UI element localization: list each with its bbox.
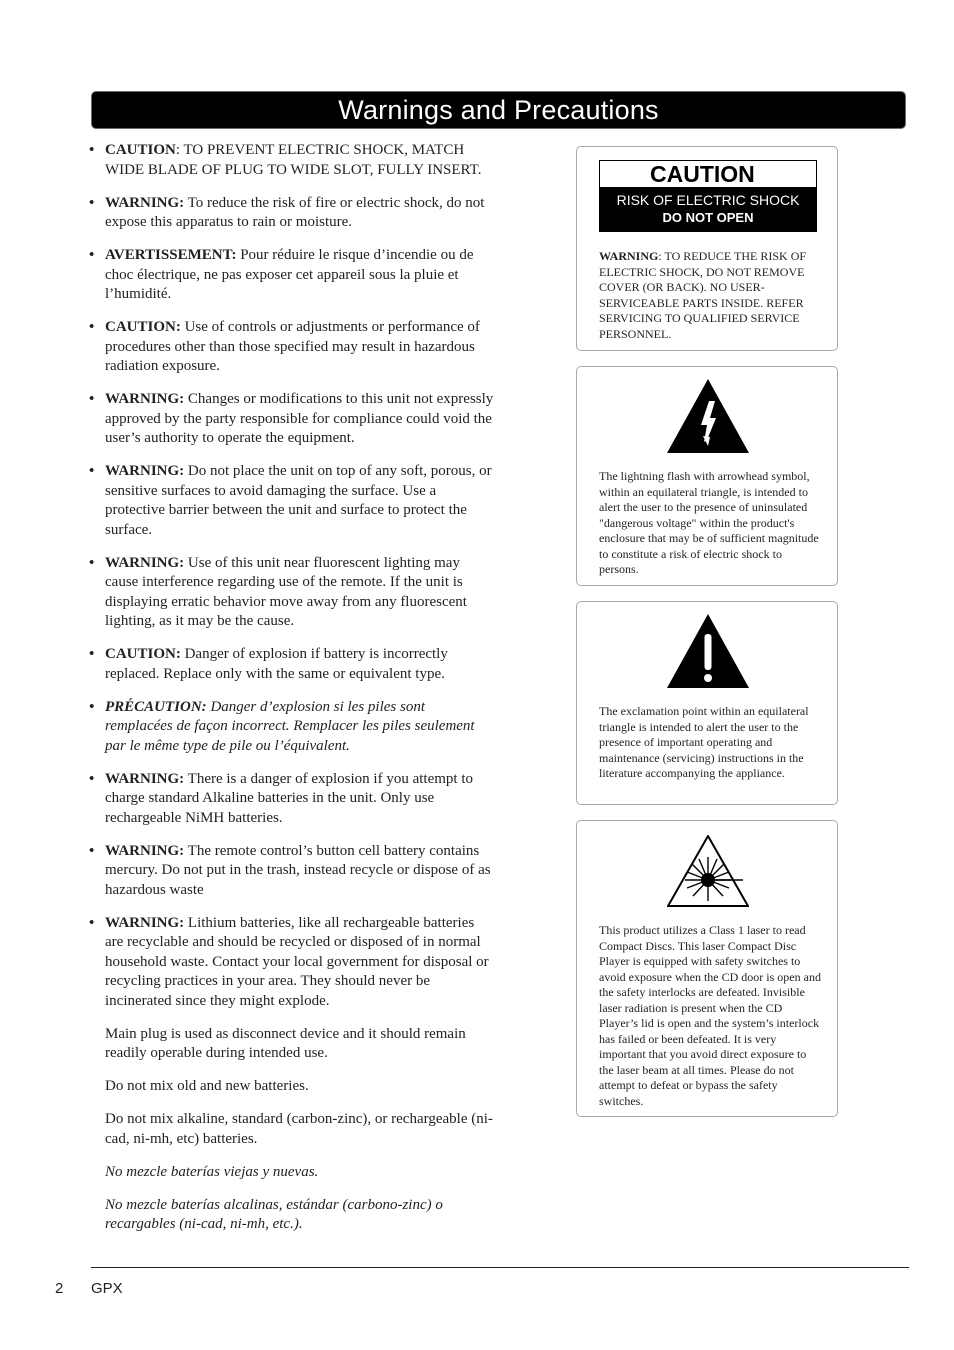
warnings-column	[89, 141, 494, 1248]
warning-label: WARNING:	[105, 842, 185, 859]
warning-label: CAUTION	[105, 142, 176, 158]
exclamation-description: The exclamation point within an equilateral triangle is intended to alert the user to the presence of important operating and maintenance (servicing) instructions in the literature accompanying the appliance.	[599, 704, 809, 780]
warning-item	[89, 318, 494, 377]
caution-label-bottom	[600, 187, 816, 231]
exclamation-box	[576, 601, 838, 805]
warning-label: WARNING:	[105, 770, 185, 787]
lightning-box	[576, 366, 838, 586]
bullet: •	[89, 247, 95, 263]
caution-warning-text	[599, 249, 821, 342]
warning-label: PRÉCAUTION:	[105, 698, 207, 715]
warning-text: Danger of explosion if battery is incorrectly replaced. Replace only with the same or equivalent type.	[105, 646, 448, 682]
warning-label: AVERTISSEMENT:	[105, 247, 237, 263]
warning-label: CAUTION:	[105, 646, 181, 662]
bullet: •	[89, 194, 95, 211]
caution-warning-body: : TO REDUCE THE RISK OF ELECTRIC SHOCK, DO NOT REMOVE COVER (OR BACK). NO USER-SERVICEABLE PARTS INSIDE. REFER SERVICING TO QUALIFIED SERVICE PERSONNEL.	[599, 249, 807, 341]
warning-label: WARNING:	[105, 391, 185, 407]
note-paragraph-spanish: No mezcle baterías viejas y nuevas.	[105, 1163, 319, 1180]
lightning-triangle-icon	[667, 379, 749, 453]
warning-text: Pour réduire le risque d’incendie ou de choc électrique, ne pas exposer cet appareil sous la pluie et l’humidité.	[105, 247, 474, 302]
warning-text: : TO PREVENT ELECTRIC SHOCK, MATCH WIDE BLADE OF PLUG TO WIDE SLOT, FULLY INSERT.	[105, 142, 482, 178]
warning-item	[89, 842, 494, 901]
caution-label-title: CAUTION	[600, 161, 816, 187]
laser-box	[576, 820, 838, 1117]
footer-divider	[91, 1267, 909, 1268]
warning-text: Changes or modifications to this unit not expressly approved by the party responsible for compliance could void the user’s authority to operate the equipment.	[105, 391, 494, 446]
caution-box	[576, 146, 838, 351]
warning-label: WARNING:	[105, 463, 185, 479]
caution-warning-label: WARNING	[599, 249, 659, 263]
lightning-icon-wrap	[577, 379, 839, 453]
warning-text: Lithium batteries, like all rechargeable batteries are recyclable and should be recycled or disposed of in normal household waste. Contact your local government for disposal or recycling practices in your area. They should never be incinerated since they might explode.	[105, 914, 489, 1009]
laser-description: This product utilizes a Class 1 laser to read Compact Discs. This laser Compact Disc Player is equipped with safety switches to avoid exposure when the CD door is open and the safety interlocks are defeated. Invisible laser radiation is present when the CD Player’s lid is open and the system’s interlock has failed or been defeated. It is very important that you avoid direct exposure to the laser beam at all times. Please do not attempt to defeat or bypass the safety switches.	[599, 923, 821, 1108]
warning-item	[89, 645, 494, 684]
bullet: •	[89, 646, 95, 662]
bullet: •	[89, 319, 95, 335]
lightning-description: The lightning flash with arrowhead symbol, within an equilateral triangle, is intended to alert the user to the presence of uninsulated "dangerous voltage" within the product's enclosure that may be of sufficient magnitude to constitute a risk of electric shock to persons.	[599, 469, 819, 576]
warning-item	[89, 390, 494, 449]
bullet: •	[89, 142, 95, 158]
note-paragraph-spanish: No mezcle baterías alcalinas, estándar (carbono-zinc) o recargables (ni-cad, ni-mh, etc.).	[105, 1196, 443, 1232]
warning-item	[89, 141, 494, 180]
warning-label: WARNING:	[105, 914, 185, 931]
warning-item	[89, 194, 494, 233]
warning-label: CAUTION:	[105, 319, 181, 335]
warning-text: To reduce the risk of fire or electric shock, do not expose this apparatus to rain or moisture.	[105, 194, 485, 230]
warning-item	[89, 698, 494, 757]
warning-label: WARNING:	[105, 554, 185, 571]
warning-text: There is a danger of explosion if you attempt to charge standard Alkaline batteries in the unit. Only use rechargeable NiMH batteries.	[105, 770, 473, 826]
note-paragraph: Do not mix alkaline, standard (carbon-zinc), or rechargeable (ni-cad, ni-mh, etc) batteries.	[105, 1111, 493, 1147]
caution-label-line2: DO NOT OPEN	[662, 210, 754, 225]
warning-text: Use of this unit near fluorescent lighting may cause interference regarding use of the remote. If the unit is displaying erratic behavior move away from any fluorescent lighting, as it may be the cause.	[105, 554, 467, 629]
bullet: •	[89, 914, 95, 931]
warning-text: The remote control’s button cell battery contains mercury. Do not put in the trash, instead recycle or dispose of as hazardous waste	[105, 842, 491, 898]
bullet: •	[89, 554, 95, 571]
bullet: •	[89, 770, 95, 787]
bullet: •	[89, 463, 95, 479]
bullet: •	[89, 391, 95, 407]
page-title-bar	[91, 91, 906, 129]
note-paragraph: Do not mix old and new batteries.	[105, 1078, 309, 1094]
page-number: 2	[55, 1280, 64, 1297]
laser-icon-wrap	[577, 835, 839, 907]
warning-text: Do not place the unit on top of any soft, porous, or sensitive surfaces to avoid damaging the surface. Use a protective barrier between the unit and surface to protect the surface.	[105, 463, 492, 538]
note-paragraph: Main plug is used as disconnect device and it should remain readily operable during intended use.	[105, 1025, 466, 1061]
warning-text: Danger d’explosion si les piles sont remplacées de façon incorrect. Remplacer les piles seulement par le même type de pile ou l’équivalent.	[105, 698, 475, 754]
bullet: •	[89, 842, 95, 859]
caution-label-line1: RISK OF ELECTRIC SHOCK	[616, 192, 800, 208]
exclamation-icon-wrap	[577, 614, 839, 688]
warning-item	[89, 554, 494, 632]
caution-label	[599, 160, 817, 232]
warning-label: WARNING:	[105, 194, 185, 211]
footer-brand: GPX	[91, 1280, 123, 1297]
page-title: Warnings and Precautions	[338, 94, 659, 125]
bullet: •	[89, 698, 95, 715]
laser-warning-icon	[667, 835, 749, 907]
exclamation-triangle-icon	[667, 614, 749, 688]
warning-item	[89, 462, 494, 540]
warning-item	[89, 914, 494, 1012]
warning-item	[89, 770, 494, 829]
warning-text: Use of controls or adjustments or performance of procedures other than those specified may result in hazardous radiation exposure.	[105, 319, 480, 374]
warning-item	[89, 246, 494, 305]
